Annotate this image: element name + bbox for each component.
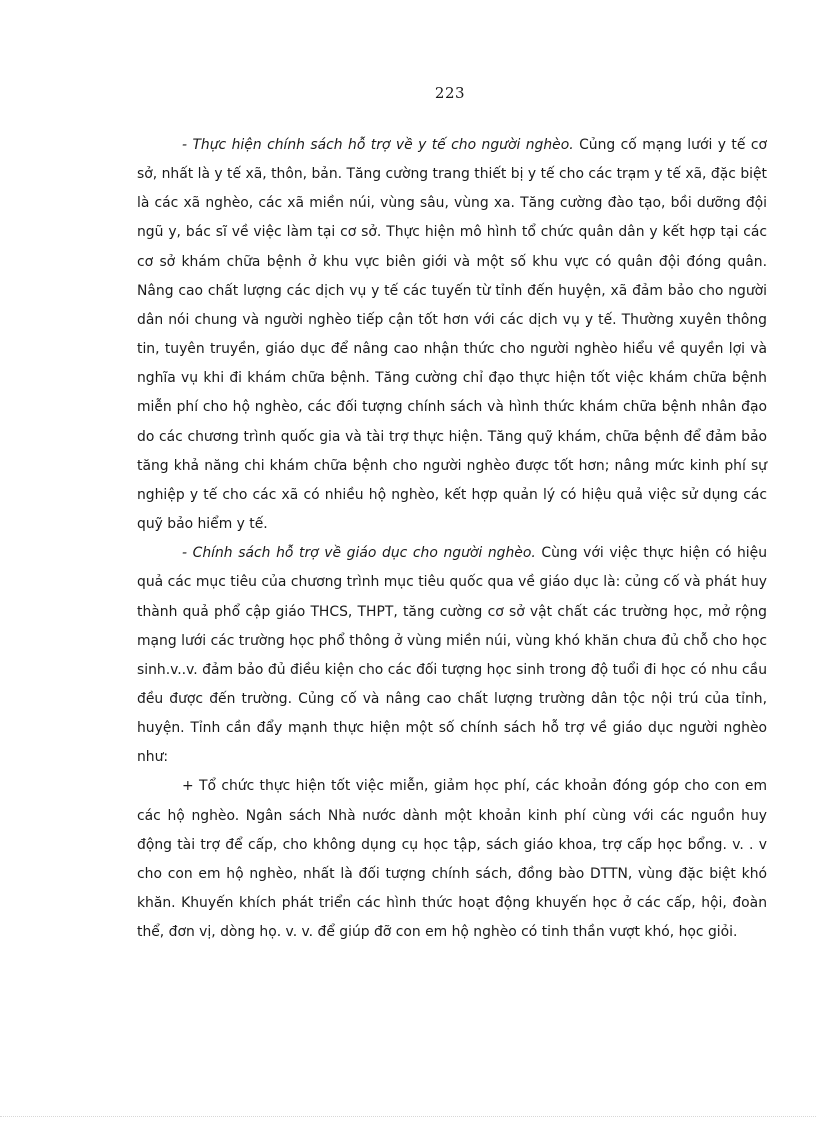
body-text (137, 131, 767, 947)
paragraph-text-tuition: + Tổ chức thực hiện tốt việc miễn, giảm học phí, các khoản đóng góp cho con em các hộ nghèo. Ngân sách Nhà nước dành một khoản kinh phí cùng với các nguồn huy động tài trợ để cấp, cho không dụng cụ học tập, sách giáo khoa, trợ cấp học bổng. v. . v cho con em hộ nghèo, nhất là đối tượng chính sách, đồng bào DTTN, vùng đặc biệt khó khăn. Khuyến khích phát triển các hình thức hoạt động khuyến học ở các cấp, hội, đoàn thể, đơn vị, dòng họ. v. v. để giúp đỡ con em hộ nghèo có tinh thần vượt khó, học giỏi. (137, 778, 767, 941)
paragraph-tuition-support (137, 772, 767, 947)
paragraph-health-policy (137, 131, 767, 539)
paragraph-lead-health: - Thực hiện chính sách hỗ trợ về y tế cho người nghèo. (182, 137, 574, 153)
paragraph-text-education: Cùng với việc thực hiện có hiệu quả các mục tiêu của chương trình mục tiêu quốc qua về giáo dục là: củng cố và phát huy thành quả phổ cập giáo THCS, THPT, tăng cường cơ sở vật chất các trường học, mở rộng mạng lưới các trường học phổ thông ở vùng miền núi, vùng khó khăn chưa đủ chỗ cho học sinh.v..v. đảm bảo đủ điều kiện cho các đối tượng học sinh trong độ tuổi đi học có nhu cầu đều được đến trường. Củng cố và nâng cao chất lượng trường dân tộc nội trú của tỉnh, huyện. Tỉnh cần đẩy mạnh thực hiện một số chính sách hỗ trợ về giáo dục người nghèo như: (137, 545, 767, 766)
paragraph-text-health: Củng cố mạng lưới y tế cơ sở, nhất là y tế xã, thôn, bản. Tăng cường trang thiết bị y tế cho các trạm y tế xã, đặc biệt là các xã nghèo, các xã miền núi, vùng sâu, vùng xa. Tăng cường đào tạo, bồi dưỡng đội ngũ y, bác sĩ về việc làm tại cơ sở. Thực hiện mô hình tổ chức quân dân y kết hợp tại các cơ sở khám chữa bệnh ở khu vực biên giới và một số khu vực có quân đội đóng quân. Nâng cao chất lượng các dịch vụ y tế các tuyến từ tỉnh đến huyện, xã đảm bảo cho người dân nói chung và người nghèo tiếp cận tốt hơn với các dịch vụ y tế. Thường xuyên thông tin, tuyên truyền, giáo dục để nâng cao nhận thức cho người nghèo hiểu về quyền lợi và nghĩa vụ khi đi khám chữa bệnh. Tăng cường chỉ đạo thực hiện tốt việc khám chữa bệnh miễn phí cho hộ nghèo, các đối tượng chính sách và hình thức khám chữa bệnh nhân đạo do các chương trình quốc gia và tài trợ thực hiện. Tăng quỹ khám, chữa bệnh để đảm bảo tăng khả năng chi khám chữa bệnh cho người nghèo được tốt hơn; nâng mức kinh phí sự nghiệp y tế cho các xã có nhiều hộ nghèo, kết hợp quản lý có hiệu quả việc sử dụng các quỹ bảo hiểm y tế. (137, 137, 767, 533)
paragraph-lead-education: - Chính sách hỗ trợ về giáo dục cho người nghèo. (182, 545, 536, 562)
page-number: 223 (434, 84, 466, 102)
page-bottom-border (0, 1116, 816, 1117)
paragraph-education-policy (137, 539, 767, 772)
